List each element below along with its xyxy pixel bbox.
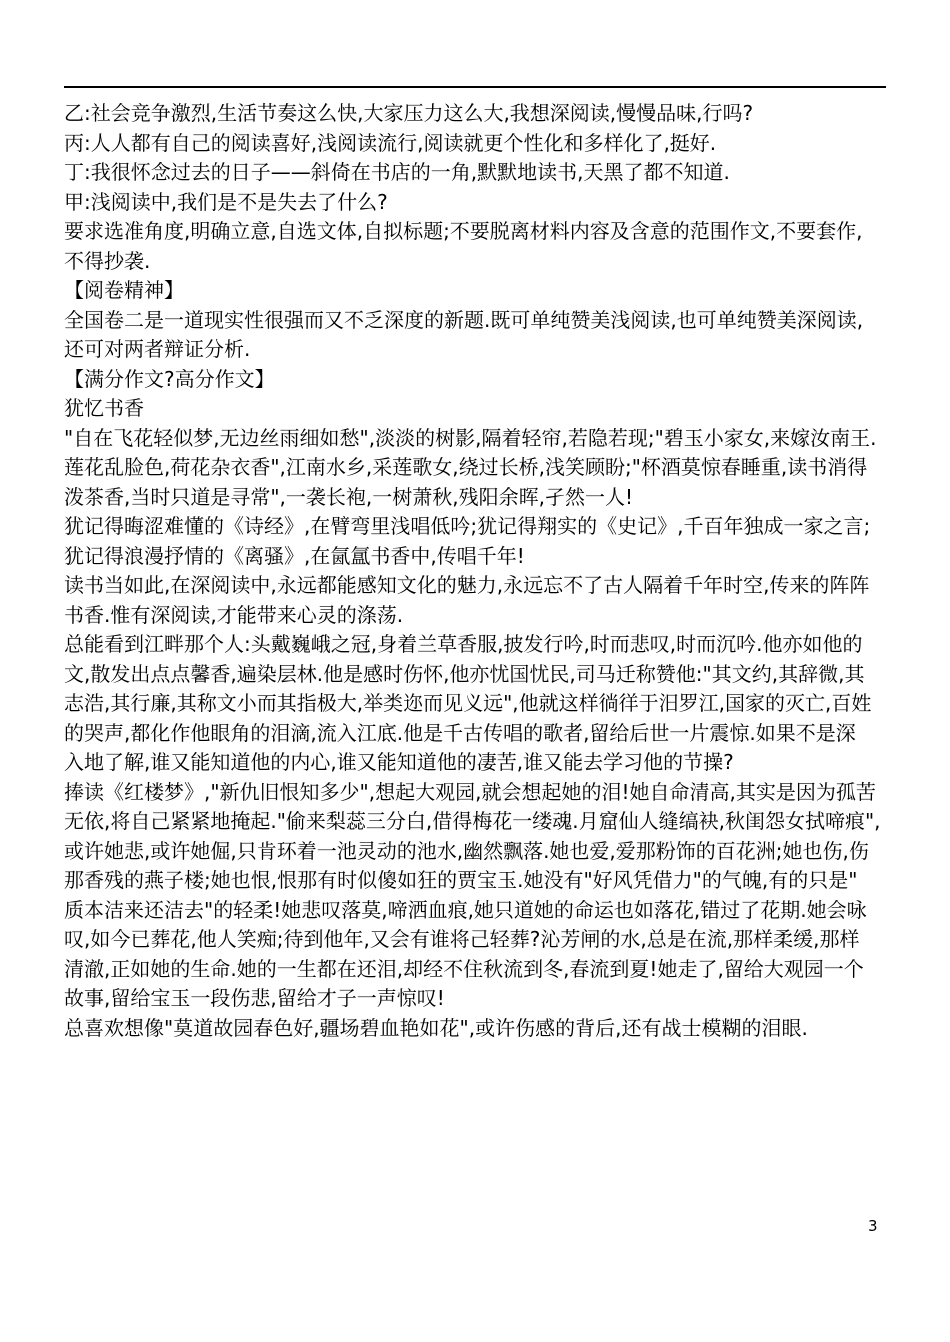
text-line: 要求选准角度,明确立意,自选文体,自拟标题;不要脱离材料内容及含意的范围作文,不要套作, — [64, 219, 863, 243]
text-line: 犹记得浪漫抒情的《离骚》,在氤氲书香中,传唱千年! — [64, 543, 525, 568]
text-line: 犹记得晦涩难懂的《诗经》,在臂弯里浅唱低吟;犹记得翔实的《史记》,千百年独成一家之言; — [64, 514, 871, 538]
text-line: 还可对两者辩证分析. — [64, 337, 251, 361]
text-line: 入地了解,谁又能知道他的内心,谁又能知道他的凄苦,谁又能去学习他的节操? — [64, 750, 734, 774]
document-body — [64, 99, 884, 1043]
text-line: 总能看到江畔那个人:头戴巍峨之冠,身着兰草香服,披发行吟,时而悲叹,时而沉吟.他亦如他的 — [64, 632, 863, 656]
text-line: 书香.惟有深阅读,才能带来心灵的涤荡. — [64, 602, 404, 627]
text-line: 不得抄袭. — [64, 248, 151, 273]
text-line: 清澈,正如她的生命.她的一生都在还泪,却经不住秋流到冬,春流到夏!她走了,留给大观园一个 — [64, 956, 864, 981]
text-line: 甲:浅阅读中,我们是不是失去了什么? — [64, 189, 388, 214]
text-line: 读书当如此,在深阅读中,永远都能感知文化的魅力,永远忘不了古人隔着千年时空,传来的阵阵 — [64, 573, 870, 597]
text-line: 【阅卷精神】 — [64, 278, 184, 302]
text-line: 质本洁来还洁去"的轻柔!她悲叹落莫,啼洒血痕,她只道她的命运也如落花,错过了花期.她会咏 — [64, 897, 867, 922]
text-line: "自在飞花轻似梦,无边丝雨细如愁",淡淡的树影,隔着轻帘,若隐若现;"碧玉小家女,来嫁汝南王. — [64, 425, 877, 450]
text-line: 丙:人人都有自己的阅读喜好,浅阅读流行,阅读就更个性化和多样化了,挺好. — [64, 130, 717, 155]
text-line: 那香残的燕子楼;她也恨,恨那有时似傻如狂的贾宝玉.她没有"好风凭借力"的气魄,有的只是" — [64, 868, 858, 892]
text-line: 丁:我很怀念过去的日子——斜倚在书店的一角,默默地读书,天黑了都不知道. — [64, 160, 730, 184]
text-line: 犹忆书香 — [64, 396, 144, 420]
text-line: 乙:社会竞争激烈,生活节奏这么快,大家压力这么大,我想深阅读,慢慢品味,行吗? — [64, 101, 754, 125]
text-line: 【满分作文?高分作文】 — [64, 366, 275, 391]
text-line: 或许她悲,或许她倔,只肯环着一池灵动的池水,幽然飘落.她也爱,爱那粉饰的百花洲;她也伤,伤 — [64, 838, 869, 863]
text-line: 莲花乱脸色,荷花杂衣香",江南水乡,采莲歌女,绕过长桥,浅笑顾盼;"杯酒莫惊春睡重,读书消得 — [64, 455, 868, 479]
text-line: 无依,将自己紧紧地掩起."偷来梨蕊三分白,借得梅花一缕魂.月窟仙人缝缟袂,秋闺怨女拭啼痕", — [64, 809, 881, 833]
text-line: 总喜欢想像"莫道故园春色好,疆场碧血艳如花",或许伤感的背后,还有战士模糊的泪眼. — [64, 1015, 808, 1040]
text-line: 的哭声,都化作他眼角的泪滴,流入江底.他是千古传唱的歌者,留给后世一片震惊.如果不是深 — [64, 720, 856, 745]
text-line: 全国卷二是一道现实性很强而又不乏深度的新题.既可单纯赞美浅阅读,也可单纯赞美深阅读, — [64, 307, 864, 332]
text-line: 泼茶香,当时只道是寻常",一袭长袍,一树萧秋,残阳余晖,孑然一人! — [64, 484, 634, 509]
text-line: 志浩,其行廉,其称文小而其指极大,举类迩而见义远",他就这样徜徉于汨罗江,国家的灭亡,百姓 — [64, 691, 872, 715]
text-line: 故事,留给宝玉一段伤悲,留给才子一声惊叹! — [64, 986, 445, 1010]
text-line: 文,散发出点点馨香,遍染层林.他是感时伤怀,他亦忧国忧民,司马迁称赞他:"其文约,其辞微,其 — [64, 661, 865, 686]
page-number: 3 — [868, 1217, 878, 1235]
text-line: 叹,如今已葬花,他人笑痴;待到他年,又会有谁将己轻葬?沁芳闸的水,总是在流,那样柔缓,那样 — [64, 927, 860, 951]
text-line: 捧读《红楼梦》,"新仇旧恨知多少",想起大观园,就会想起她的泪!她自命清高,其实是因为孤苦 — [64, 779, 876, 804]
header-rule — [64, 86, 886, 88]
